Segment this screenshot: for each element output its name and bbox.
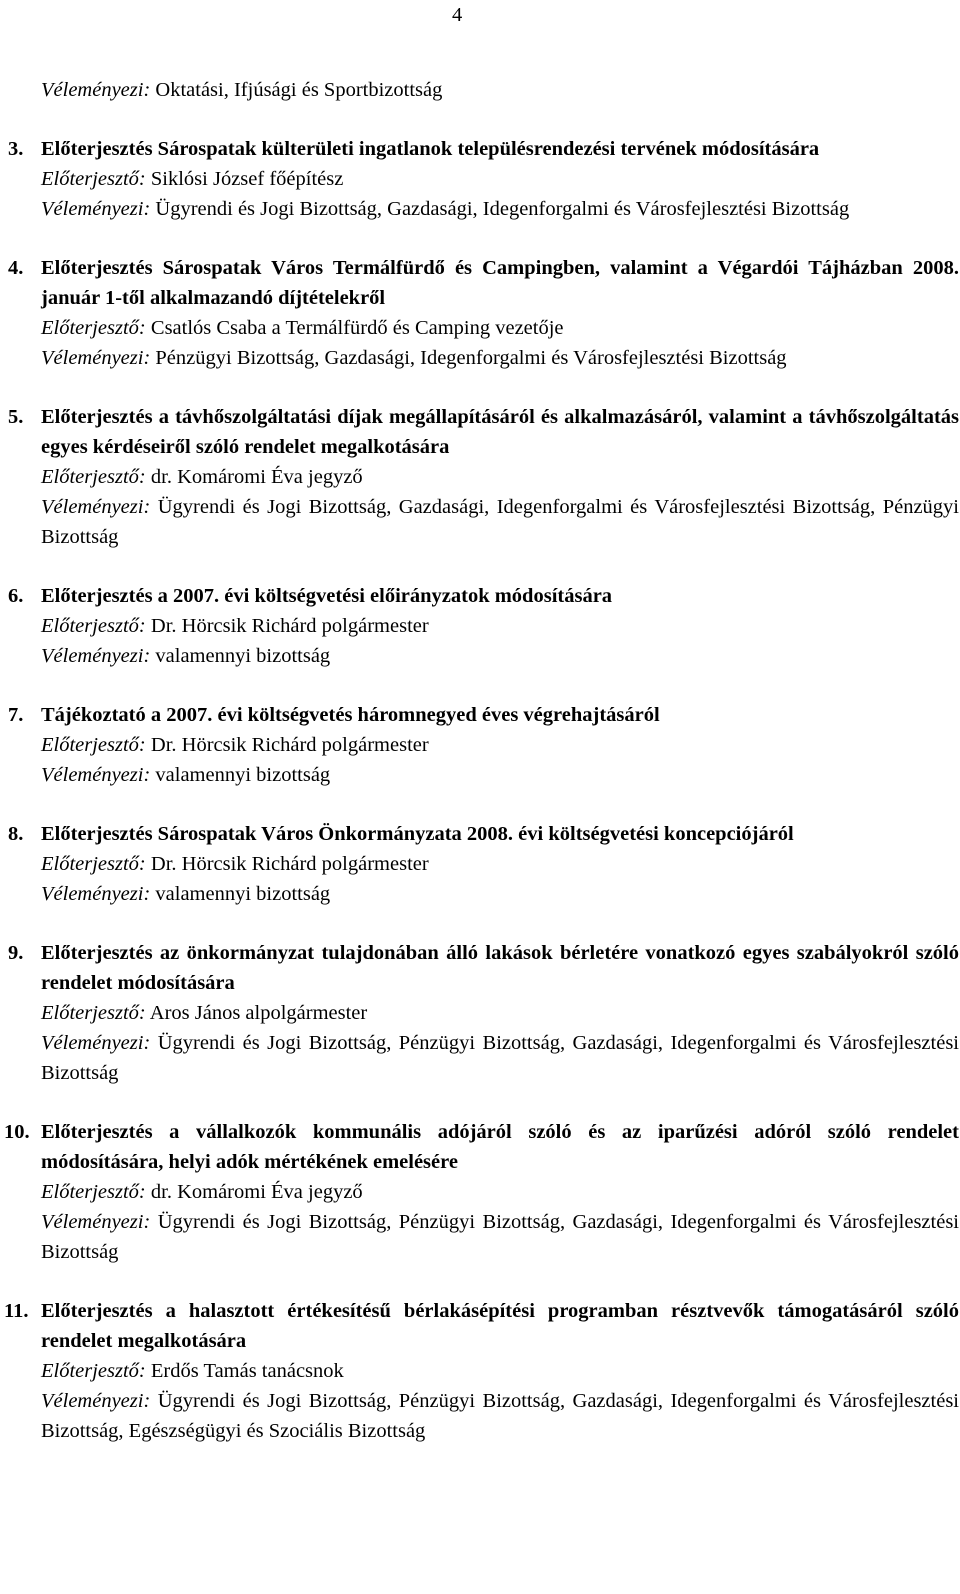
- item-title: Előterjesztés a távhőszolgáltatási díjak megállapításáról és alkalmazásáról, valamint a távhőszolgáltatás egyes kérdéseiről szóló rendelet megalkotására: [41, 406, 959, 458]
- presenter-label: Előterjesztő:: [41, 734, 146, 756]
- reviewer-line: [41, 1386, 959, 1446]
- presenter-line: [41, 164, 959, 194]
- reviewer-value: Pénzügyi Bizottság, Gazdasági, Idegenforgalmi és Városfejlesztési Bizottság: [155, 347, 787, 369]
- reviewer-value: Ügyrendi és Jogi Bizottság, Pénzügyi Bizottság, Gazdasági, Idegenforgalmi és Városfejlesztési Bizottság: [41, 1211, 959, 1263]
- presenter-line: [41, 1356, 959, 1386]
- item-title: Előterjesztés Sárospatak Város Termálfürdő és Campingben, valamint a Végardói Tájházban 2008. január 1-től alkalmazandó díjtételekről: [41, 257, 959, 309]
- agenda-item-8: [8, 819, 959, 909]
- presenter-value: Siklósi József főépítész: [150, 168, 344, 190]
- presenter-line: [41, 611, 959, 641]
- presenter-label: Előterjesztő:: [41, 1181, 146, 1203]
- agenda-item-5: [8, 402, 959, 552]
- opening-reviewer-line: [41, 75, 959, 105]
- presenter-value: Erdős Tamás tanácsnok: [150, 1360, 344, 1382]
- presenter-value: Dr. Hörcsik Richárd polgármester: [150, 853, 429, 875]
- reviewer-label: Véleményezi:: [41, 79, 151, 101]
- reviewer-value: Ügyrendi és Jogi Bizottság, Pénzügyi Bizottság, Gazdasági, Idegenforgalmi és Városfejlesztési Bizottság, Egészségügyi és Szociális Bizottság: [41, 1390, 959, 1442]
- item-number: 11.: [4, 1300, 29, 1322]
- reviewer-value: Ügyrendi és Jogi Bizottság, Gazdasági, Idegenforgalmi és Városfejlesztési Bizottság, Pénzügyi Bizottság: [41, 496, 959, 548]
- agenda-item-4: [8, 253, 959, 373]
- reviewer-value: Ügyrendi és Jogi Bizottság, Pénzügyi Bizottság, Gazdasági, Idegenforgalmi és Városfejlesztési Bizottság: [41, 1032, 959, 1084]
- presenter-line: [41, 462, 959, 492]
- item-title: Előterjesztés Sárospatak külterületi ingatlanok településrendezési tervének módosítására: [41, 138, 820, 160]
- item-title: Előterjesztés a 2007. évi költségvetési előirányzatok módosítására: [41, 585, 613, 607]
- reviewer-line: [41, 879, 959, 909]
- agenda-item-3: [8, 134, 959, 224]
- reviewer-label: Véleményezi:: [41, 347, 151, 369]
- reviewer-label: Véleményezi:: [41, 1032, 151, 1054]
- reviewer-value: Oktatási, Ifjúsági és Sportbizottság: [155, 79, 443, 101]
- agenda-item-7: [8, 700, 959, 790]
- presenter-value: Dr. Hörcsik Richárd polgármester: [150, 615, 429, 637]
- presenter-value: Aros János alpolgármester: [149, 1002, 368, 1024]
- item-number: 9.: [8, 942, 24, 964]
- presenter-line: [41, 1177, 959, 1207]
- reviewer-label: Véleményezi:: [41, 496, 151, 518]
- reviewer-line: [41, 760, 959, 790]
- presenter-label: Előterjesztő:: [41, 1002, 146, 1024]
- reviewer-line: [41, 194, 959, 224]
- item-number: 6.: [8, 585, 24, 607]
- reviewer-value: valamennyi bizottság: [155, 645, 331, 667]
- agenda-item-10: [4, 1117, 959, 1267]
- item-title: Előterjesztés a halasztott értékesítésű bérlakásépítési programban résztvevők támogatásáról szóló rendelet megalkotására: [41, 1300, 959, 1352]
- presenter-value: dr. Komáromi Éva jegyző: [150, 1181, 363, 1203]
- presenter-line: [41, 313, 959, 343]
- item-number: 4.: [8, 257, 24, 279]
- reviewer-value: valamennyi bizottság: [155, 764, 331, 786]
- reviewer-label: Véleményezi:: [41, 883, 151, 905]
- agenda-list: [4, 75, 959, 1475]
- item-title: Előterjesztés az önkormányzat tulajdonában álló lakások bérletére vonatkozó egyes szabályokról szóló rendelet módosítására: [41, 942, 959, 994]
- reviewer-label: Véleményezi:: [41, 1211, 151, 1233]
- presenter-line: [41, 730, 959, 760]
- presenter-label: Előterjesztő:: [41, 168, 146, 190]
- presenter-label: Előterjesztő:: [41, 853, 146, 875]
- reviewer-line: [41, 1207, 959, 1267]
- presenter-label: Előterjesztő:: [41, 466, 146, 488]
- presenter-line: [41, 998, 959, 1028]
- presenter-label: Előterjesztő:: [41, 615, 146, 637]
- agenda-item-9: [8, 938, 959, 1088]
- reviewer-label: Véleményezi:: [41, 645, 151, 667]
- reviewer-line: [41, 343, 959, 373]
- presenter-label: Előterjesztő:: [41, 1360, 146, 1382]
- item-title: Előterjesztés Sárospatak Város Önkormányzata 2008. évi költségvetési koncepciójáról: [41, 823, 794, 845]
- item-number: 10.: [4, 1121, 30, 1143]
- item-number: 3.: [8, 138, 24, 160]
- item-number: 8.: [8, 823, 24, 845]
- reviewer-label: Véleményezi:: [41, 1390, 151, 1412]
- reviewer-value: valamennyi bizottság: [155, 883, 331, 905]
- item-number: 7.: [8, 704, 24, 726]
- reviewer-line: [41, 492, 959, 552]
- agenda-item-6: [8, 581, 959, 671]
- presenter-label: Előterjesztő:: [41, 317, 146, 339]
- agenda-item-11: [4, 1296, 959, 1446]
- presenter-value: Dr. Hörcsik Richárd polgármester: [150, 734, 429, 756]
- reviewer-line: [41, 641, 959, 671]
- item-title: Előterjesztés a vállalkozók kommunális adójáról szóló és az iparűzési adóról szóló rendelet módosítására, helyi adók mértékének emelésére: [41, 1121, 959, 1173]
- presenter-line: [41, 849, 959, 879]
- reviewer-value: Ügyrendi és Jogi Bizottság, Gazdasági, Idegenforgalmi és Városfejlesztési Bizottság: [155, 198, 850, 220]
- item-number: 5.: [8, 406, 24, 428]
- presenter-value: dr. Komáromi Éva jegyző: [150, 466, 363, 488]
- reviewer-line: [41, 1028, 959, 1088]
- presenter-value: Csatlós Csaba a Termálfürdő és Camping vezetője: [150, 317, 564, 339]
- page-number: 4: [452, 4, 463, 26]
- item-title: Tájékoztató a 2007. évi költségvetés háromnegyed éves végrehajtásáról: [41, 704, 660, 726]
- reviewer-label: Véleményezi:: [41, 198, 151, 220]
- reviewer-label: Véleményezi:: [41, 764, 151, 786]
